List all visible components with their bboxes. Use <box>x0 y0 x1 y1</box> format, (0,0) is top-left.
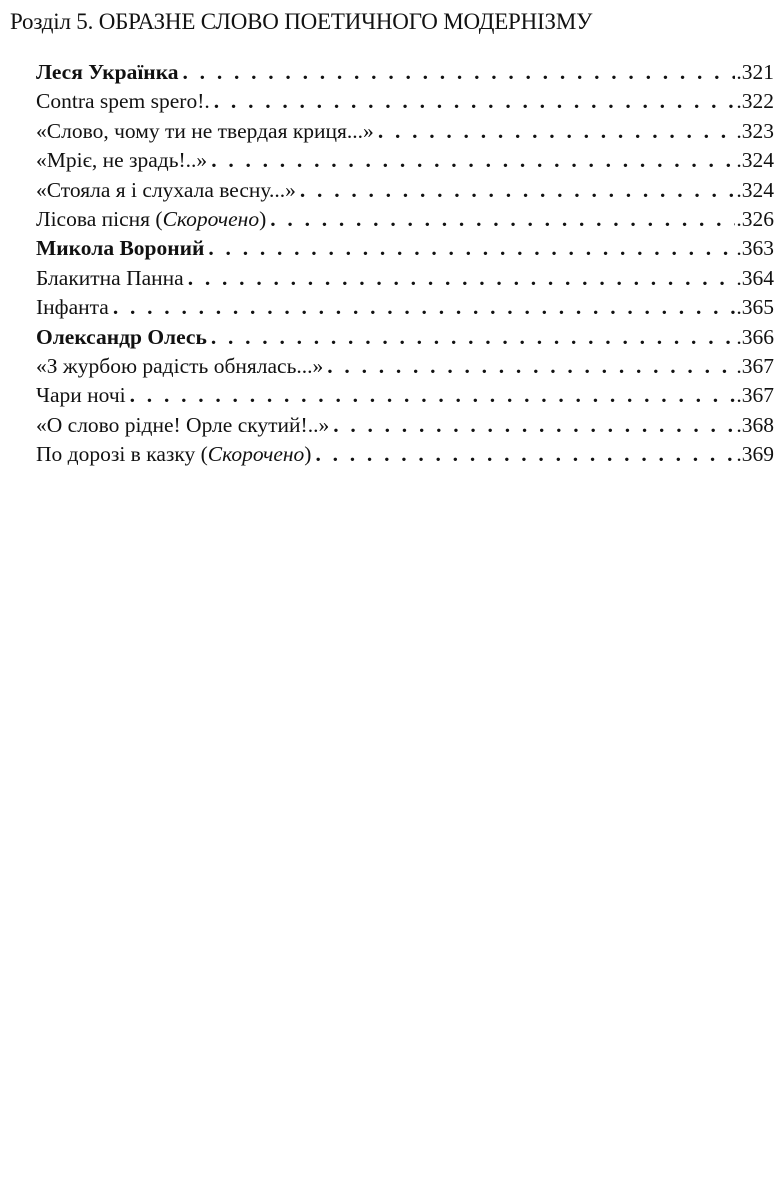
entry-title <box>36 440 315 469</box>
table-of-contents <box>36 58 774 469</box>
title-text: Чари ночі <box>36 383 126 408</box>
title-suffix: ) <box>304 442 312 467</box>
page-number: .321 <box>736 60 774 84</box>
dot-leader <box>214 87 736 116</box>
page-number: .322 <box>736 89 774 114</box>
title-text: «О слово рідне! Орле скутий!..» <box>36 412 330 437</box>
entry-title <box>36 234 208 263</box>
title-text: Contra spem spero!. <box>36 89 210 114</box>
entry-title <box>36 146 211 175</box>
entry-title <box>36 176 300 205</box>
title-text: Микола Вороний <box>36 236 205 261</box>
page-number: .366 <box>736 324 774 349</box>
toc-entry-work[interactable] <box>36 264 774 293</box>
toc-entry-work[interactable] <box>36 117 774 146</box>
dot-leader <box>208 234 735 263</box>
title-text: «Слово, чому ти не твердая криця...» <box>36 118 374 143</box>
entry-title <box>36 352 327 381</box>
dot-leader <box>130 381 736 410</box>
toc-entry-work[interactable] <box>36 411 774 440</box>
dot-leader <box>211 323 736 352</box>
toc-entry-work[interactable] <box>36 146 774 175</box>
page-number: .323 <box>736 118 774 143</box>
page-number: .324 <box>736 148 774 173</box>
dot-leader <box>315 440 735 469</box>
page-number: .367 <box>736 383 774 408</box>
page-number: .365 <box>736 295 774 320</box>
toc-entry-author[interactable] <box>36 323 774 352</box>
entry-title <box>36 87 214 116</box>
entry-title <box>36 58 183 87</box>
toc-entry-work[interactable] <box>36 87 774 116</box>
entry-title <box>36 411 333 440</box>
title-text: Лісова пісня ( <box>36 206 163 231</box>
page-number: .368 <box>736 412 774 437</box>
dot-leader <box>113 293 736 322</box>
page-number: .367 <box>736 353 774 378</box>
abridged-note: Скорочено <box>162 206 260 231</box>
entry-title <box>36 293 113 322</box>
entry-title <box>36 205 270 234</box>
title-suffix: ) <box>259 206 267 231</box>
toc-entry-work[interactable] <box>36 205 774 234</box>
dot-leader <box>378 117 736 146</box>
dot-leader <box>183 58 736 87</box>
page-number: .326 <box>736 206 774 231</box>
entry-title <box>36 381 130 410</box>
title-text: Інфанта <box>36 295 109 320</box>
toc-entry-work[interactable] <box>36 293 774 322</box>
section-heading: Розділ 5. ОБРАЗНЕ СЛОВО ПОЕТИЧНОГО МОДЕРНІЗМУ <box>10 9 593 34</box>
title-text: «З журбою радість обнялась...» <box>36 353 324 378</box>
title-text: «Стояла я і слухала весну...» <box>36 177 296 202</box>
title-text: Блакитна Панна <box>36 265 184 290</box>
page-number: .364 <box>736 265 774 290</box>
dot-leader <box>327 352 735 381</box>
toc-entry-author[interactable] <box>36 58 774 87</box>
dot-leader <box>300 176 735 205</box>
page-number: .324 <box>736 177 774 202</box>
toc-entry-work[interactable] <box>36 176 774 205</box>
abridged-note: Скорочено <box>207 442 305 467</box>
toc-entry-work[interactable] <box>36 381 774 410</box>
title-text: Олександр Олесь <box>36 324 207 349</box>
entry-title <box>36 264 188 293</box>
title-text: По дорозі в казку ( <box>36 442 208 467</box>
toc-entry-author[interactable] <box>36 234 774 263</box>
toc-entry-work[interactable] <box>36 352 774 381</box>
dot-leader <box>188 264 736 293</box>
page-number: .369 <box>736 442 774 467</box>
title-text: Леся Українка <box>36 60 179 84</box>
entry-title <box>36 323 211 352</box>
dot-leader <box>333 411 735 440</box>
dot-leader <box>211 146 735 175</box>
entry-title <box>36 117 378 146</box>
dot-leader <box>270 205 735 234</box>
page-number: .363 <box>736 236 774 261</box>
toc-entry-work[interactable] <box>36 440 774 469</box>
title-text: «Мріє, не зрадь!..» <box>36 148 208 173</box>
